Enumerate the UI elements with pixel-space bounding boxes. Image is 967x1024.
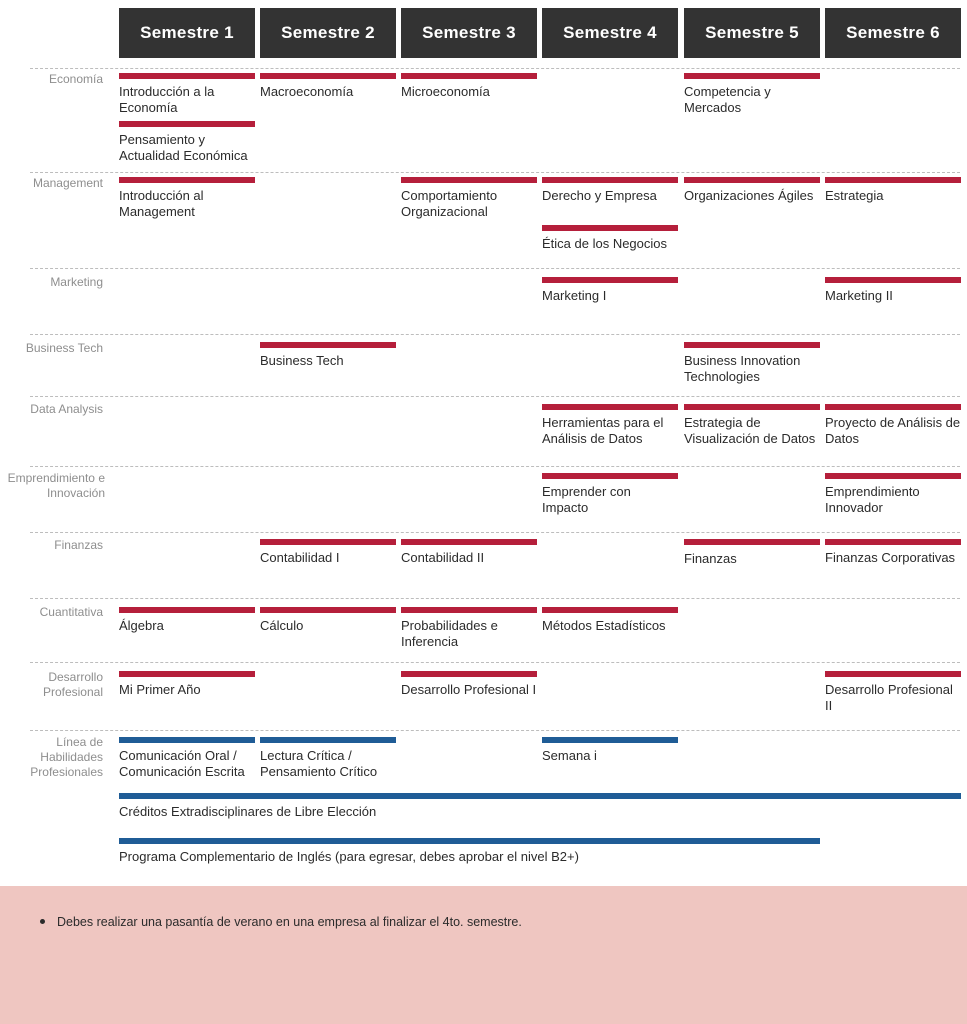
course-block — [119, 121, 255, 163]
course-bar — [825, 671, 961, 677]
row-divider — [30, 598, 960, 599]
course-block — [542, 473, 678, 515]
course-block — [825, 473, 961, 515]
course-name: Business Innovation Technologies — [684, 353, 801, 384]
course-block — [260, 539, 396, 566]
course-block — [825, 277, 961, 304]
area-label-emprendimiento: Emprendimiento e Innovación — [7, 471, 105, 500]
course-bar — [401, 539, 537, 545]
note-panel — [0, 886, 967, 1024]
course-bar — [825, 473, 961, 479]
course-bar — [119, 121, 255, 127]
course-name: Créditos Extradisciplinares de Libre Elección — [119, 804, 377, 819]
course-block — [542, 225, 678, 252]
course-name: Probabilidades e Inferencia — [401, 618, 498, 649]
course-bar — [684, 177, 820, 183]
course-block — [401, 177, 537, 219]
course-name: Métodos Estadísticos — [542, 618, 666, 633]
semester-header-6: Semestre 6 — [825, 8, 961, 58]
course-block — [401, 671, 537, 698]
area-label-management: Management — [32, 176, 103, 190]
course-name: Finanzas Corporativas — [825, 550, 956, 565]
course-block — [684, 73, 820, 115]
course-bar — [119, 607, 255, 613]
course-block — [825, 539, 961, 566]
course-bar — [684, 539, 820, 545]
row-divider — [30, 334, 960, 335]
course-name: Desarrollo Profesional II — [825, 682, 953, 713]
course-block — [119, 671, 255, 698]
course-block — [542, 607, 678, 634]
course-bar — [542, 404, 678, 410]
course-name: Cálculo — [260, 618, 304, 633]
area-label-business-tech: Business Tech — [25, 341, 103, 355]
course-bar — [260, 342, 396, 348]
note-text: Debes realizar una pasantía de verano en una empresa al finalizar el 4to. semestre. — [57, 915, 522, 929]
course-bar — [401, 73, 537, 79]
course-block — [401, 607, 537, 649]
course-bar — [119, 737, 255, 743]
area-label-marketing: Marketing — [50, 275, 103, 289]
course-block — [825, 671, 961, 713]
note-list — [38, 915, 522, 929]
course-name: Álgebra — [119, 618, 164, 633]
course-bar — [542, 737, 678, 743]
semester-header-3: Semestre 3 — [401, 8, 537, 58]
course-name: Comportamiento Organizacional — [401, 188, 498, 219]
course-bar — [119, 177, 255, 183]
area-label-desarrollo: Desarrollo Profesional — [42, 670, 103, 699]
course-block — [684, 539, 820, 567]
row-divider — [30, 268, 960, 269]
course-block — [542, 277, 678, 304]
course-bar — [825, 404, 961, 410]
semester-header-1: Semestre 1 — [119, 8, 255, 58]
course-bar — [825, 539, 961, 545]
course-block — [542, 404, 678, 446]
course-bar — [119, 73, 255, 79]
course-bar — [260, 539, 396, 545]
course-name: Mi Primer Año — [119, 682, 201, 697]
course-name: Emprender con Impacto — [542, 484, 631, 515]
course-name: Marketing II — [825, 288, 893, 303]
course-bar — [684, 342, 820, 348]
row-divider — [30, 662, 960, 663]
course-bar — [401, 671, 537, 677]
course-block — [119, 73, 255, 115]
course-block — [260, 737, 396, 779]
course-bar — [401, 177, 537, 183]
course-name: Programa Complementario de Inglés (para egresar, debes aprobar el nivel B2+) — [119, 849, 579, 864]
wide-course-block — [119, 793, 961, 820]
course-bar — [825, 277, 961, 283]
course-name: Marketing I — [542, 288, 607, 303]
course-block — [260, 607, 396, 634]
course-block — [401, 539, 537, 566]
course-bar — [260, 73, 396, 79]
row-divider — [30, 396, 960, 397]
semester-header-5: Semestre 5 — [684, 8, 820, 58]
row-divider — [30, 68, 960, 69]
course-bar — [542, 607, 678, 613]
course-block — [119, 177, 255, 219]
area-label-cuantitativa: Cuantitativa — [39, 605, 103, 619]
note-item — [38, 915, 522, 929]
course-name: Semana i — [542, 748, 597, 763]
course-bar — [684, 73, 820, 79]
course-bar — [542, 473, 678, 479]
course-block — [542, 737, 678, 764]
course-name: Desarrollo Profesional I — [401, 682, 537, 697]
course-name: Pensamiento y Actualidad Económica — [119, 132, 248, 163]
area-label-economia: Economía — [48, 72, 103, 86]
course-name: Contabilidad I — [260, 550, 340, 565]
course-block — [825, 177, 961, 204]
course-block — [684, 177, 820, 204]
course-block — [260, 73, 396, 100]
course-name: Estrategia de Visualización de Datos — [684, 415, 816, 446]
course-bar — [401, 607, 537, 613]
course-name: Lectura Crítica / Pensamiento Crítico — [260, 748, 378, 779]
course-bar — [260, 737, 396, 743]
course-name: Contabilidad II — [401, 550, 485, 565]
course-name: Competencia y Mercados — [684, 84, 771, 115]
course-name: Microeconomía — [401, 84, 490, 99]
course-name: Macroeconomía — [260, 84, 354, 99]
row-divider — [30, 532, 960, 533]
course-name: Business Tech — [260, 353, 344, 368]
area-label-data-analysis: Data Analysis — [30, 402, 103, 416]
area-label-finanzas: Finanzas — [54, 538, 103, 552]
row-divider — [30, 466, 960, 467]
course-block — [119, 607, 255, 634]
course-bar — [825, 177, 961, 183]
course-name: Derecho y Empresa — [542, 188, 657, 203]
course-bar — [542, 225, 678, 231]
semester-header-4: Semestre 4 — [542, 8, 678, 58]
row-divider — [30, 172, 960, 173]
course-name: Emprendimiento Innovador — [825, 484, 920, 515]
course-name: Comunicación Oral / Comunicación Escrita — [119, 748, 245, 779]
course-block — [825, 404, 961, 446]
course-block — [119, 737, 255, 779]
course-bar — [684, 404, 820, 410]
course-bar — [542, 177, 678, 183]
semester-header-2: Semestre 2 — [260, 8, 396, 58]
course-block — [542, 177, 678, 204]
course-block — [684, 342, 820, 384]
area-label-habilidades: Línea de Habilidades Profesionales — [30, 735, 103, 779]
course-bar — [119, 671, 255, 677]
course-bar — [119, 838, 820, 844]
course-bar — [542, 277, 678, 283]
bullet-icon — [40, 919, 45, 924]
course-name: Estrategia — [825, 188, 884, 203]
course-name: Proyecto de Análisis de Datos — [825, 415, 961, 446]
course-name: Organizaciones Ágiles — [684, 188, 814, 203]
course-bar — [119, 793, 961, 799]
course-block — [260, 342, 396, 369]
course-name: Ética de los Negocios — [542, 236, 668, 251]
course-name: Finanzas — [684, 551, 737, 566]
course-bar — [260, 607, 396, 613]
course-name: Herramientas para el Análisis de Datos — [542, 415, 664, 446]
row-divider — [30, 730, 960, 731]
wide-course-block — [119, 838, 820, 865]
course-name: Introducción a la Economía — [119, 84, 215, 115]
course-name: Introducción al Management — [119, 188, 204, 219]
course-block — [401, 73, 537, 100]
course-block — [684, 404, 820, 446]
